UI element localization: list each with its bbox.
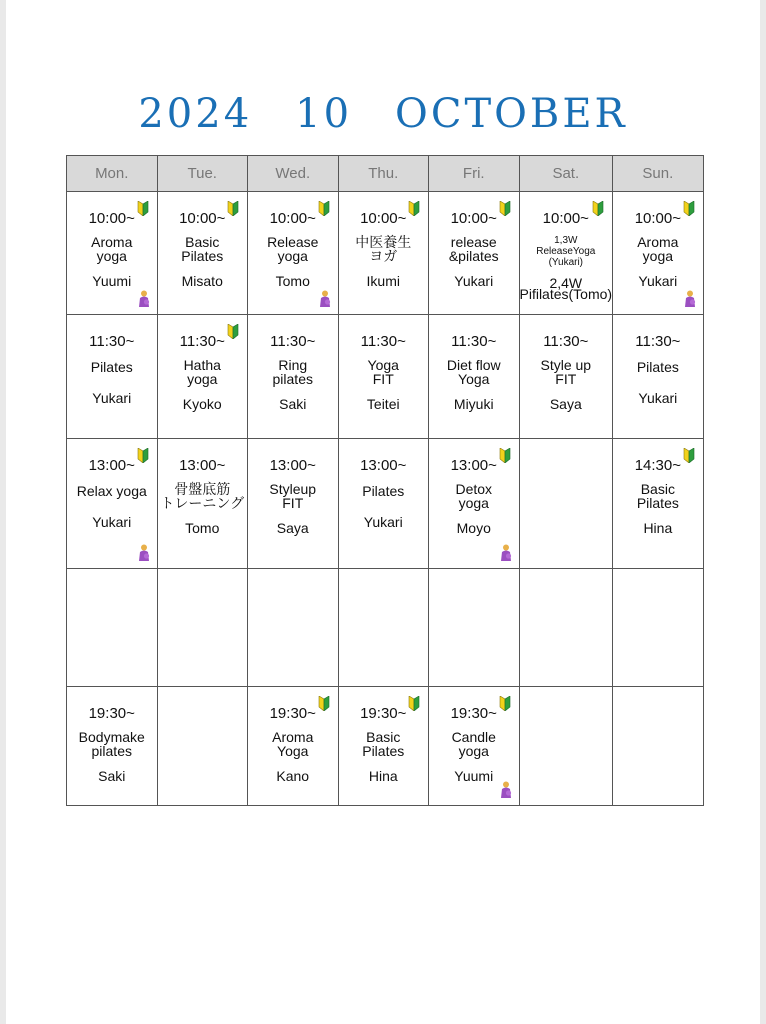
class-time: 10:00~ (88, 210, 135, 227)
class-time: 11:30~ (270, 333, 316, 350)
class-cell-sat (519, 687, 613, 806)
class-cell-wed (248, 687, 339, 806)
page-title: 2024 10 OCTOBER (138, 91, 628, 137)
pregnant-woman-icon (499, 781, 513, 799)
class-cell-thu (338, 315, 429, 439)
class-time: 19:30~ (450, 705, 497, 722)
instructor-name: Teitei (366, 396, 400, 412)
class-cell-mon (67, 192, 158, 315)
class-time: 14:30~ (634, 457, 681, 474)
class-cell-sat (519, 315, 613, 439)
class-cell-mon (67, 315, 158, 439)
beginner-mark-icon (408, 696, 420, 711)
class-time: 10:00~ (269, 210, 316, 227)
schedule-row (67, 192, 704, 315)
beginner-mark-icon (408, 201, 420, 216)
class-time: 11:30~ (451, 333, 497, 350)
class-time: 11:30~ (360, 333, 406, 350)
schedule-row (67, 439, 704, 569)
class-cell-fri (429, 569, 520, 687)
class-cell-sat (519, 192, 613, 315)
class-name: release &pilates (448, 234, 499, 264)
header-sat: Sat. (519, 156, 613, 192)
class-name: Pilates (362, 483, 405, 499)
class-time: 11:30~ (179, 333, 225, 350)
class-cell-tue (157, 315, 248, 439)
instructor-name: Kano (276, 768, 310, 784)
beginner-mark-icon (137, 201, 149, 216)
class-name: Aroma Yoga (272, 729, 314, 759)
beginner-mark-icon (683, 448, 695, 463)
instructor-name: Saki (279, 396, 307, 412)
schedule-row (67, 315, 704, 439)
class-cell-wed (248, 569, 339, 687)
instructor-name: Hina (368, 768, 398, 784)
class-time: 10:00~ (634, 210, 681, 227)
instructor-name: Yukari (454, 273, 494, 289)
header-fri: Fri. (429, 156, 520, 192)
schedule-table (66, 155, 704, 806)
schedule-row (67, 569, 704, 687)
class-name: Aroma yoga (637, 234, 679, 264)
instructor-name: Saki (98, 768, 126, 784)
class-time: 10:00~ (179, 210, 226, 227)
class-time: 19:30~ (360, 705, 407, 722)
class-time: 10:00~ (450, 210, 497, 227)
class-time: 11:30~ (635, 333, 681, 350)
header-sun: Sun. (613, 156, 704, 192)
class-cell-wed (248, 192, 339, 315)
class-time: 13:00~ (88, 457, 135, 474)
instructor-name: Yukari (92, 390, 132, 406)
instructor-name: Yuumi (454, 768, 494, 784)
beginner-mark-icon (683, 201, 695, 216)
class-name: Yoga FIT (367, 357, 399, 387)
class-cell-thu (338, 687, 429, 806)
class-name: Pilates (90, 359, 133, 375)
class-name: Candle yoga (451, 729, 496, 759)
class-cell-thu (338, 192, 429, 315)
class-cell-mon (67, 687, 158, 806)
class-time: 11:30~ (89, 333, 135, 350)
pregnant-woman-icon (683, 290, 697, 308)
pregnant-woman-icon (137, 544, 151, 562)
class-name: Detox yoga (455, 481, 493, 511)
class-cell-sun (613, 192, 704, 315)
class-cell-tue (157, 439, 248, 569)
class-cell-wed (248, 439, 339, 569)
header-tue: Tue. (157, 156, 248, 192)
class-name: 骨盤底筋 トレーニング (160, 481, 245, 511)
instructor-name: Miyuki (453, 396, 494, 412)
instructor-name: Ikumi (366, 273, 400, 289)
class-cell-sat (519, 439, 613, 569)
class-name: Basic Pilates (362, 729, 405, 759)
class-cell-sun (613, 439, 704, 569)
class-name: Relax yoga (76, 483, 147, 499)
class-cell-sun (613, 569, 704, 687)
class-cell-fri (429, 315, 520, 439)
class-time: 13:00~ (450, 457, 497, 474)
class-name: Basic Pilates (636, 481, 679, 511)
instructor-name: Tomo (275, 273, 310, 289)
class-time: 10:00~ (542, 210, 589, 227)
instructor-name: Saya (549, 396, 582, 412)
pregnant-woman-icon (318, 290, 332, 308)
instructor-name: Yuumi (92, 273, 132, 289)
class-cell-tue (157, 569, 248, 687)
beginner-mark-icon (499, 696, 511, 711)
class-time: 19:30~ (269, 705, 316, 722)
instructor-name: Yukari (638, 273, 678, 289)
class-name: Release yoga (267, 234, 319, 264)
class-name: Pilates (636, 359, 679, 375)
class-time: 19:30~ (88, 705, 135, 722)
class-name: Styleup FIT (269, 481, 317, 511)
class-cell-thu (338, 439, 429, 569)
beginner-mark-icon (499, 448, 511, 463)
beginner-mark-icon (137, 448, 149, 463)
header-mon: Mon. (67, 156, 158, 192)
instructor-name: Hina (643, 520, 673, 536)
class-name: Hatha yoga (183, 357, 221, 387)
class-name: Aroma yoga (91, 234, 133, 264)
class-cell-tue (157, 192, 248, 315)
class-time: 13:00~ (179, 457, 226, 474)
schedule-row (67, 687, 704, 806)
instructor-name: Yukari (638, 390, 678, 406)
class-name: 中医養生 ヨガ (355, 234, 412, 264)
instructor-name: Tomo (185, 520, 220, 536)
class-name: Ring pilates (272, 357, 313, 387)
class-cell-mon (67, 439, 158, 569)
class-cell-wed (248, 315, 339, 439)
class-cell-mon (67, 569, 158, 687)
class-name: Basic Pilates (181, 234, 224, 264)
header-thu: Thu. (338, 156, 429, 192)
class-time: 11:30~ (543, 333, 589, 350)
class-cell-thu (338, 569, 429, 687)
header-wed: Wed. (248, 156, 339, 192)
class-cell-tue (157, 687, 248, 806)
class-name: 1,3W ReleaseYoga (Yukari) (536, 235, 596, 268)
instructor-name: Saya (276, 520, 309, 536)
class-time: 13:00~ (360, 457, 407, 474)
class-name: Diet flow Yoga (446, 357, 501, 387)
class-cell-sat (519, 569, 613, 687)
class-name: Style up FIT (540, 357, 592, 387)
instructor-name: Yukari (92, 514, 132, 530)
beginner-mark-icon (318, 201, 330, 216)
class-cell-fri (429, 687, 520, 806)
beginner-mark-icon (499, 201, 511, 216)
beginner-mark-icon (227, 201, 239, 216)
pregnant-woman-icon (137, 290, 151, 308)
beginner-mark-icon (227, 324, 239, 339)
class-cell-fri (429, 192, 520, 315)
instructor-name: 2,4W Pifilates(Tomo) (519, 275, 613, 302)
weekday-header-row (67, 156, 704, 192)
class-name: Bodymake pilates (78, 729, 145, 759)
instructor-name: Misato (181, 273, 223, 289)
instructor-name: Moyo (456, 520, 491, 536)
class-cell-fri (429, 439, 520, 569)
instructor-name: Yukari (363, 514, 403, 530)
pregnant-woman-icon (499, 544, 513, 562)
beginner-mark-icon (592, 201, 604, 216)
class-cell-sun (613, 687, 704, 806)
class-time: 10:00~ (360, 210, 407, 227)
beginner-mark-icon (318, 696, 330, 711)
class-cell-sun (613, 315, 704, 439)
class-time: 13:00~ (269, 457, 316, 474)
instructor-name: Kyoko (182, 396, 222, 412)
